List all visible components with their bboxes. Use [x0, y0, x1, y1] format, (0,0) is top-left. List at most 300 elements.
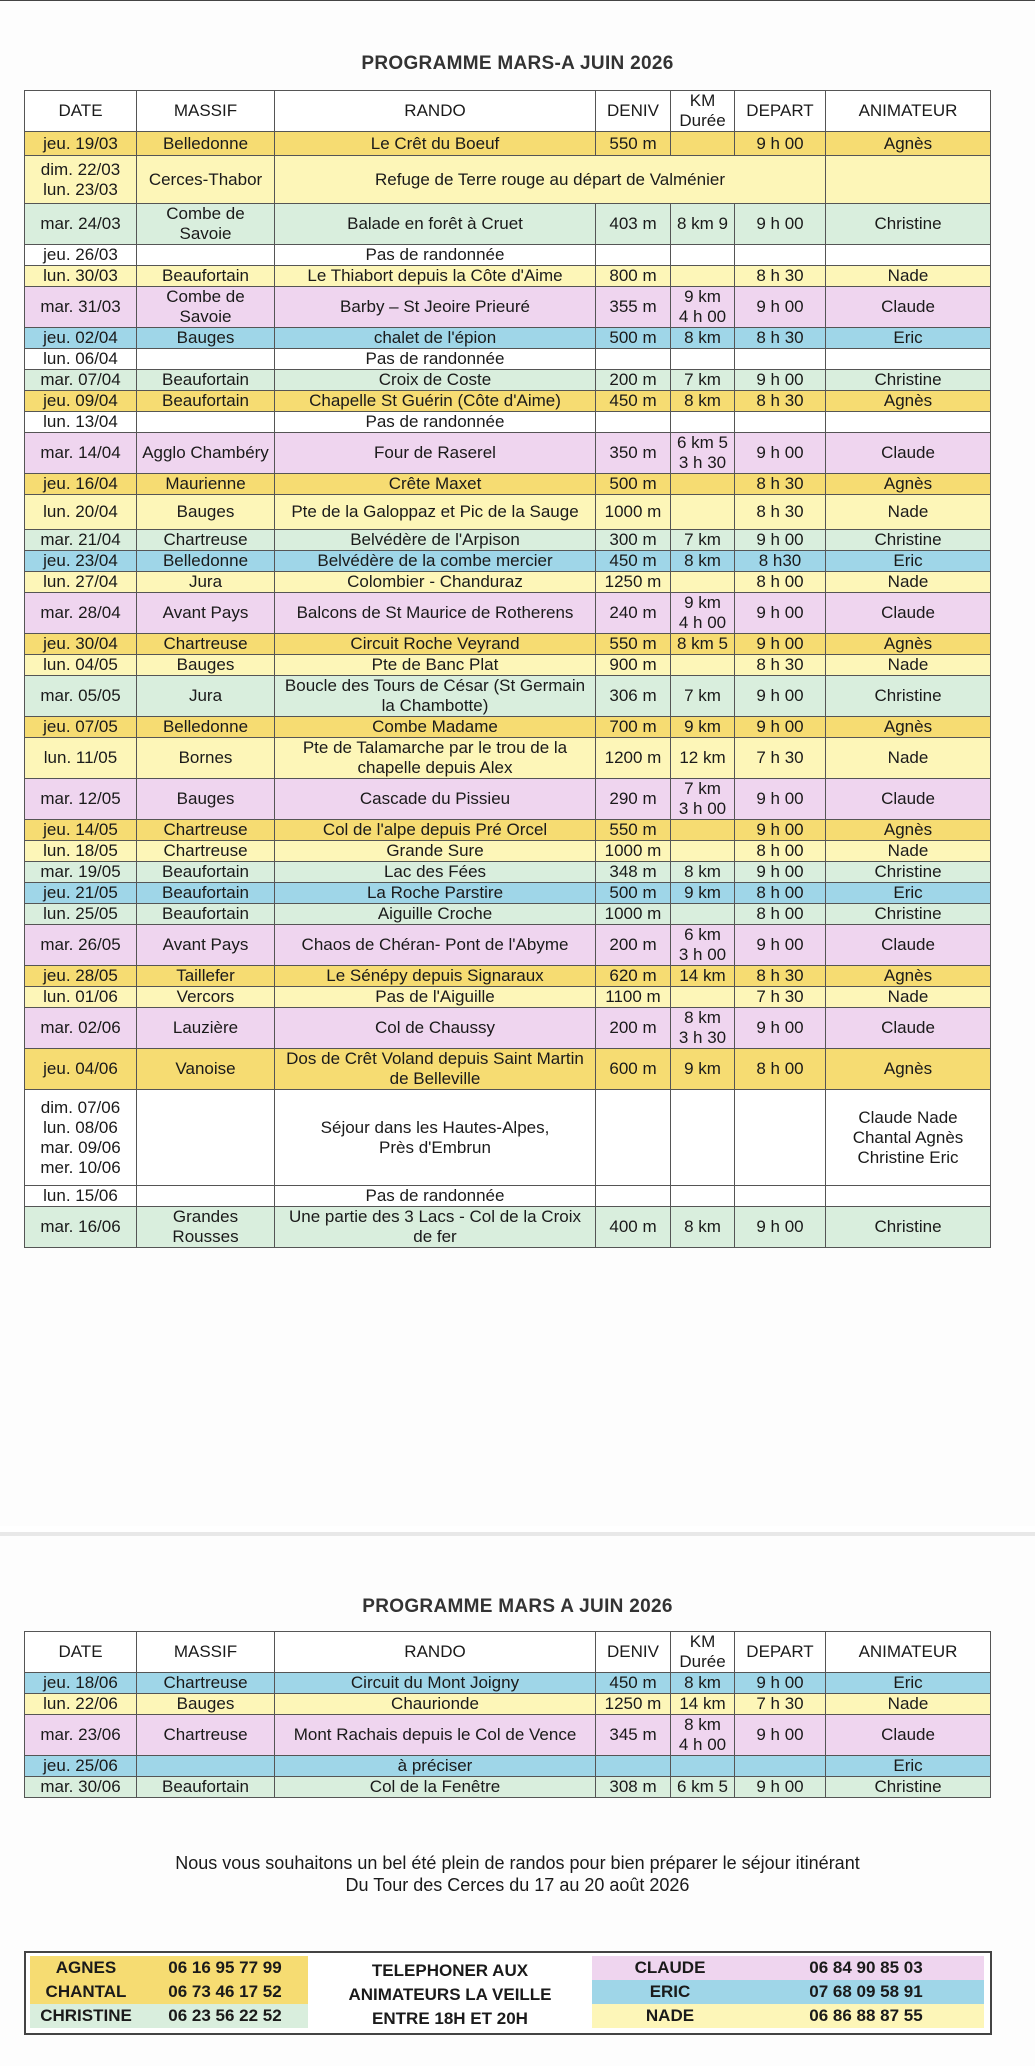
cell-km: [671, 820, 735, 841]
table-row: [25, 1186, 991, 1207]
cell-rando: Belvédère de l'Arpison: [275, 530, 596, 551]
cell-massif: Chartreuse: [137, 1715, 275, 1756]
cell-km: 8 km: [671, 551, 735, 572]
cell-rando: Combe Madame: [275, 717, 596, 738]
table-row: [25, 676, 991, 717]
cell-depart: 9 h 00: [735, 779, 826, 820]
cell-deniv: 500 m: [596, 328, 671, 349]
cell-date: jeu. 19/03: [25, 132, 137, 156]
table-row: [25, 1756, 991, 1777]
cell-massif: Chartreuse: [137, 820, 275, 841]
cell-deniv: 345 m: [596, 1715, 671, 1756]
cell-km: 8 km 4 h 00: [671, 1715, 735, 1756]
cell-massif: Maurienne: [137, 474, 275, 495]
cell-date: lun. 27/04: [25, 572, 137, 593]
cell-animateur: Christine: [826, 204, 991, 245]
cell-rando: Mont Rachais depuis le Col de Vence: [275, 1715, 596, 1756]
header-deniv: DENIV: [596, 91, 671, 132]
cell-animateur: Eric: [826, 328, 991, 349]
cell-km: [671, 987, 735, 1008]
cell-depart: 8 h 30: [735, 266, 826, 287]
cell-date: jeu. 07/05: [25, 717, 137, 738]
cell-km: [671, 474, 735, 495]
cell-rando: chalet de l'épion: [275, 328, 596, 349]
cell-depart: [735, 412, 826, 433]
cell-deniv: 1000 m: [596, 904, 671, 925]
cell-km: 6 km 5 3 h 30: [671, 433, 735, 474]
cell-massif: Bauges: [137, 328, 275, 349]
cell-deniv: 240 m: [596, 593, 671, 634]
cell-massif: Bauges: [137, 655, 275, 676]
cell-date: dim. 22/03 lun. 23/03: [25, 156, 137, 204]
header-date: DATE: [25, 91, 137, 132]
contact-row: [592, 1956, 984, 1980]
cell-depart: 9 h 00: [735, 287, 826, 328]
cell-rando: Pas de randonnée: [275, 412, 596, 433]
cell-rando: Cascade du Pissieu: [275, 779, 596, 820]
cell-rando: Pas de randonnée: [275, 1186, 596, 1207]
cell-deniv: 300 m: [596, 530, 671, 551]
cell-date: jeu. 04/06: [25, 1049, 137, 1090]
header-rando: RANDO: [275, 91, 596, 132]
table-row: [25, 530, 991, 551]
cell-depart: 8 h 30: [735, 474, 826, 495]
table-row: [25, 156, 991, 204]
cell-animateur: Claude: [826, 1008, 991, 1049]
cell-km: [671, 1186, 735, 1207]
table-row: [25, 925, 991, 966]
cell-deniv: 1100 m: [596, 987, 671, 1008]
cell-depart: 8 h 30: [735, 391, 826, 412]
table-row: [25, 1673, 991, 1694]
contact-row: [30, 1956, 308, 1980]
cell-rando: Le Crêt du Boeuf: [275, 132, 596, 156]
cell-animateur: Claude: [826, 287, 991, 328]
cell-depart: 9 h 00: [735, 370, 826, 391]
cell-massif: Beaufortain: [137, 391, 275, 412]
cell-rando: Chapelle St Guérin (Côte d'Aime): [275, 391, 596, 412]
cell-date: mar. 05/05: [25, 676, 137, 717]
header-massif: MASSIF: [137, 91, 275, 132]
cell-date: jeu. 26/03: [25, 245, 137, 266]
contact-name: CLAUDE: [634, 1958, 706, 1977]
cell-deniv: 600 m: [596, 1049, 671, 1090]
cell-animateur: Eric: [826, 1756, 991, 1777]
cell-animateur: Christine: [826, 1777, 991, 1798]
cell-massif: [137, 245, 275, 266]
table-row: [25, 904, 991, 925]
table-row: [25, 412, 991, 433]
cell-animateur: Nade: [826, 841, 991, 862]
call-note-line: ANIMATEURS LA VEILLE: [348, 1985, 552, 2004]
cell-deniv: 620 m: [596, 966, 671, 987]
cell-animateur: [826, 1186, 991, 1207]
cell-rando: Belvédère de la combe mercier: [275, 551, 596, 572]
cell-massif: Vanoise: [137, 1049, 275, 1090]
cell-deniv: 800 m: [596, 266, 671, 287]
table-row: [25, 717, 991, 738]
cell-massif: [137, 1756, 275, 1777]
cell-massif: Combe de Savoie: [137, 287, 275, 328]
table-row: [25, 655, 991, 676]
cell-animateur: Agnès: [826, 966, 991, 987]
cell-deniv: 200 m: [596, 370, 671, 391]
cell-depart: 7 h 30: [735, 987, 826, 1008]
cell-km: 8 km: [671, 862, 735, 883]
cell-km: [671, 245, 735, 266]
cell-massif: Chartreuse: [137, 530, 275, 551]
cell-date: lun. 04/05: [25, 655, 137, 676]
cell-deniv: 306 m: [596, 676, 671, 717]
cell-animateur: Nade: [826, 572, 991, 593]
cell-rando: Grande Sure: [275, 841, 596, 862]
header-km: KM Durée: [671, 1632, 735, 1673]
cell-deniv: 450 m: [596, 551, 671, 572]
table-row: [25, 1090, 991, 1186]
cell-depart: 9 h 00: [735, 634, 826, 655]
cell-deniv: 403 m: [596, 204, 671, 245]
cell-massif: Beaufortain: [137, 883, 275, 904]
cell-animateur: Claude: [826, 433, 991, 474]
cell-rando: Pte de Talamarche par le trou de la chapelle depuis Alex: [275, 738, 596, 779]
cell-rando: Croix de Coste: [275, 370, 596, 391]
cell-km: [671, 655, 735, 676]
cell-animateur: Nade: [826, 738, 991, 779]
table-header-row: [25, 91, 991, 132]
contact-row: [592, 1980, 984, 2004]
header-rando: RANDO: [275, 1632, 596, 1673]
cell-date: jeu. 02/04: [25, 328, 137, 349]
table-row: [25, 433, 991, 474]
cell-deniv: 400 m: [596, 1207, 671, 1248]
cell-km: 7 km: [671, 370, 735, 391]
table-row: [25, 1715, 991, 1756]
cell-massif: Vercors: [137, 987, 275, 1008]
cell-massif: Belledonne: [137, 717, 275, 738]
cell-km: 9 km 4 h 00: [671, 287, 735, 328]
cell-deniv: 500 m: [596, 883, 671, 904]
cell-date: jeu. 28/05: [25, 966, 137, 987]
cell-deniv: 550 m: [596, 820, 671, 841]
cell-massif: Agglo Chambéry: [137, 433, 275, 474]
cell-depart: [735, 1756, 826, 1777]
cell-km: 8 km: [671, 1673, 735, 1694]
cell-km: 9 km: [671, 883, 735, 904]
header-depart: DEPART: [735, 91, 826, 132]
cell-deniv: 200 m: [596, 925, 671, 966]
header-date: DATE: [25, 1632, 137, 1673]
page-title: PROGRAMME MARS A JUIN 2026: [362, 1596, 673, 1617]
cell-deniv: 1250 m: [596, 572, 671, 593]
table-body: [25, 132, 991, 1248]
cell-km: [671, 349, 735, 370]
cell-depart: [735, 1090, 826, 1186]
cell-massif: Jura: [137, 676, 275, 717]
contact-phone: 06 23 56 22 52: [168, 2006, 282, 2025]
contact-phone: 07 68 09 58 91: [809, 1982, 923, 2001]
hike-schedule-table: [24, 90, 991, 1248]
table-row: [25, 1049, 991, 1090]
call-note-line: ENTRE 18H ET 20H: [372, 2009, 528, 2028]
cell-animateur: [826, 412, 991, 433]
cell-rando: Chaurionde: [275, 1694, 596, 1715]
cell-animateur: Claude: [826, 593, 991, 634]
table-row: [25, 1777, 991, 1798]
cell-animateur: Agnès: [826, 634, 991, 655]
cell-depart: [826, 156, 991, 204]
table-row: [25, 593, 991, 634]
cell-rando: Circuit Roche Veyrand: [275, 634, 596, 655]
table-row: [25, 370, 991, 391]
cell-animateur: Claude: [826, 1715, 991, 1756]
cell-km: [671, 572, 735, 593]
cell-date: jeu. 09/04: [25, 391, 137, 412]
cell-depart: 8 h 30: [735, 328, 826, 349]
cell-massif: Beaufortain: [137, 266, 275, 287]
cell-massif: Bauges: [137, 495, 275, 530]
cell-rando: à préciser: [275, 1756, 596, 1777]
cell-animateur: Eric: [826, 551, 991, 572]
cell-rando: Balade en forêt à Cruet: [275, 204, 596, 245]
cell-massif: Avant Pays: [137, 593, 275, 634]
cell-km: 7 km: [671, 530, 735, 551]
cell-rando: Barby – St Jeoire Prieuré: [275, 287, 596, 328]
cell-km: 7 km 3 h 00: [671, 779, 735, 820]
cell-rando: La Roche Parstire: [275, 883, 596, 904]
cell-animateur: Nade: [826, 495, 991, 530]
cell-depart: 9 h 00: [735, 1715, 826, 1756]
cell-date: lun. 20/04: [25, 495, 137, 530]
cell-depart: 8 h 00: [735, 572, 826, 593]
cell-km: [671, 495, 735, 530]
cell-date: jeu. 25/06: [25, 1756, 137, 1777]
cell-animateur: Nade: [826, 266, 991, 287]
cell-depart: 9 h 00: [735, 862, 826, 883]
cell-date: mar. 14/04: [25, 433, 137, 474]
cell-deniv: [596, 1186, 671, 1207]
cell-depart: 8 h 30: [735, 495, 826, 530]
table-row: [25, 966, 991, 987]
cell-animateur: Claude: [826, 779, 991, 820]
cell-deniv: 700 m: [596, 717, 671, 738]
cell-deniv: 550 m: [596, 634, 671, 655]
cell-date: dim. 07/06 lun. 08/06 mar. 09/06 mer. 10/06: [25, 1090, 137, 1186]
cell-animateur: Agnès: [826, 717, 991, 738]
hike-schedule-table: [24, 1631, 991, 1798]
cell-animateur: Christine: [826, 862, 991, 883]
cell-deniv: 1200 m: [596, 738, 671, 779]
contact-row: [30, 1980, 308, 2004]
cell-date: lun. 11/05: [25, 738, 137, 779]
header-km: KM Durée: [671, 91, 735, 132]
cell-depart: 8 h 30: [735, 966, 826, 987]
cell-km: [671, 904, 735, 925]
header-animateur: ANIMATEUR: [826, 1632, 991, 1673]
cell-date: lun. 01/06: [25, 987, 137, 1008]
cell-rando: Séjour dans les Hautes-Alpes, Près d'Embrun: [275, 1090, 596, 1186]
cell-massif: [137, 1186, 275, 1207]
table-row: [25, 862, 991, 883]
cell-deniv: 1000 m: [596, 841, 671, 862]
table-row: [25, 1694, 991, 1715]
cell-date: mar. 28/04: [25, 593, 137, 634]
contact-row: [30, 2004, 308, 2028]
cell-rando: Refuge de Terre rouge au départ de Valménier: [275, 156, 826, 204]
cell-km: 8 km: [671, 328, 735, 349]
cell-deniv: [596, 349, 671, 370]
table-row: [25, 883, 991, 904]
cell-date: lun. 18/05: [25, 841, 137, 862]
cell-massif: Cerces-Thabor: [137, 156, 275, 204]
table-row: [25, 245, 991, 266]
cell-deniv: 500 m: [596, 474, 671, 495]
cell-massif: Combe de Savoie: [137, 204, 275, 245]
cell-depart: 7 h 30: [735, 1694, 826, 1715]
cell-massif: Bauges: [137, 1694, 275, 1715]
contacts-left-column: [30, 1956, 308, 2028]
cell-animateur: [826, 349, 991, 370]
cell-km: [671, 412, 735, 433]
call-note-line: TELEPHONER AUX: [371, 1961, 529, 1980]
message-line: Du Tour des Cerces du 17 au 20 août 2026: [345, 1875, 690, 1895]
cell-rando: Col de l'alpe depuis Pré Orcel: [275, 820, 596, 841]
cell-km: 14 km: [671, 1694, 735, 1715]
cell-massif: Beaufortain: [137, 904, 275, 925]
cell-animateur: Christine: [826, 676, 991, 717]
cell-rando: Le Sénépy depuis Signaraux: [275, 966, 596, 987]
cell-massif: Belledonne: [137, 551, 275, 572]
header-massif: MASSIF: [137, 1632, 275, 1673]
cell-km: 6 km 5: [671, 1777, 735, 1798]
cell-rando: Colombier - Chanduraz: [275, 572, 596, 593]
cell-massif: [137, 349, 275, 370]
cell-date: jeu. 14/05: [25, 820, 137, 841]
table-row: [25, 551, 991, 572]
cell-depart: 8 h 00: [735, 904, 826, 925]
cell-km: [671, 1090, 735, 1186]
cell-rando: Boucle des Tours de César (St Germain la Chambotte): [275, 676, 596, 717]
table-row: [25, 391, 991, 412]
cell-km: 14 km: [671, 966, 735, 987]
cell-massif: Chartreuse: [137, 841, 275, 862]
cell-depart: 9 h 00: [735, 1008, 826, 1049]
cell-date: jeu. 18/06: [25, 1673, 137, 1694]
cell-deniv: 355 m: [596, 287, 671, 328]
cell-date: mar. 31/03: [25, 287, 137, 328]
cell-massif: Taillefer: [137, 966, 275, 987]
cell-date: mar. 02/06: [25, 1008, 137, 1049]
cell-km: 8 km 3 h 30: [671, 1008, 735, 1049]
table-row: [25, 572, 991, 593]
cell-depart: 9 h 00: [735, 676, 826, 717]
contacts-box: [24, 1951, 992, 2035]
table-row: [25, 287, 991, 328]
cell-depart: 9 h 00: [735, 925, 826, 966]
cell-rando: Aiguille Croche: [275, 904, 596, 925]
cell-animateur: Agnès: [826, 820, 991, 841]
cell-deniv: 450 m: [596, 391, 671, 412]
cell-animateur: Agnès: [826, 391, 991, 412]
closing-message: [0, 1852, 1035, 1896]
cell-deniv: 1250 m: [596, 1694, 671, 1715]
cell-deniv: 1000 m: [596, 495, 671, 530]
cell-date: jeu. 21/05: [25, 883, 137, 904]
cell-km: [671, 841, 735, 862]
table-row: [25, 738, 991, 779]
cell-depart: 7 h 30: [735, 738, 826, 779]
cell-date: lun. 25/05: [25, 904, 137, 925]
cell-date: mar. 23/06: [25, 1715, 137, 1756]
header-animateur: ANIMATEUR: [826, 91, 991, 132]
cell-deniv: [596, 1090, 671, 1186]
cell-massif: Beaufortain: [137, 370, 275, 391]
contact-name: CHRISTINE: [40, 2006, 132, 2025]
table-row: [25, 495, 991, 530]
cell-km: [671, 132, 735, 156]
cell-rando: Balcons de St Maurice de Rotherens: [275, 593, 596, 634]
contact-phone: 06 84 90 85 03: [809, 1958, 923, 1977]
cell-animateur: Nade: [826, 1694, 991, 1715]
table-row: [25, 132, 991, 156]
cell-km: 7 km: [671, 676, 735, 717]
cell-depart: 9 h 00: [735, 1673, 826, 1694]
cell-date: mar. 07/04: [25, 370, 137, 391]
cell-deniv: 290 m: [596, 779, 671, 820]
cell-massif: Bornes: [137, 738, 275, 779]
cell-rando: Pte de Banc Plat: [275, 655, 596, 676]
contact-row: [592, 2004, 984, 2028]
cell-depart: 9 h 00: [735, 1207, 826, 1248]
cell-date: lun. 06/04: [25, 349, 137, 370]
cell-depart: 9 h 00: [735, 1777, 826, 1798]
cell-animateur: Agnès: [826, 474, 991, 495]
cell-depart: 9 h 00: [735, 717, 826, 738]
contact-phone: 06 16 95 77 99: [168, 1958, 282, 1977]
cell-depart: 9 h 00: [735, 433, 826, 474]
contact-name: AGNES: [55, 1958, 117, 1977]
cell-depart: 8 h 00: [735, 1049, 826, 1090]
header-deniv: DENIV: [596, 1632, 671, 1673]
cell-date: jeu. 30/04: [25, 634, 137, 655]
cell-depart: 9 h 00: [735, 530, 826, 551]
table-row: [25, 266, 991, 287]
cell-depart: 8 h 00: [735, 841, 826, 862]
cell-depart: 8 h 30: [735, 655, 826, 676]
cell-deniv: 450 m: [596, 1673, 671, 1694]
header-depart: DEPART: [735, 1632, 826, 1673]
table-row: [25, 841, 991, 862]
table-row: [25, 474, 991, 495]
cell-deniv: 550 m: [596, 132, 671, 156]
contact-phone: 06 73 46 17 52: [168, 1982, 282, 2001]
cell-massif: Beaufortain: [137, 1777, 275, 1798]
cell-rando: Une partie des 3 Lacs - Col de la Croix de fer: [275, 1207, 596, 1248]
cell-date: jeu. 23/04: [25, 551, 137, 572]
cell-animateur: Christine: [826, 904, 991, 925]
cell-deniv: 350 m: [596, 433, 671, 474]
cell-km: 8 km 9: [671, 204, 735, 245]
cell-km: 9 km: [671, 1049, 735, 1090]
cell-depart: 9 h 00: [735, 132, 826, 156]
contacts-right-column: [592, 1956, 984, 2028]
message-line: Nous vous souhaitons un bel été plein de randos pour bien préparer le séjour itinérant: [175, 1853, 860, 1873]
cell-rando: Lac des Fées: [275, 862, 596, 883]
cell-depart: 9 h 00: [735, 820, 826, 841]
cell-km: [671, 266, 735, 287]
cell-massif: Beaufortain: [137, 862, 275, 883]
cell-date: lun. 13/04: [25, 412, 137, 433]
cell-date: mar. 12/05: [25, 779, 137, 820]
